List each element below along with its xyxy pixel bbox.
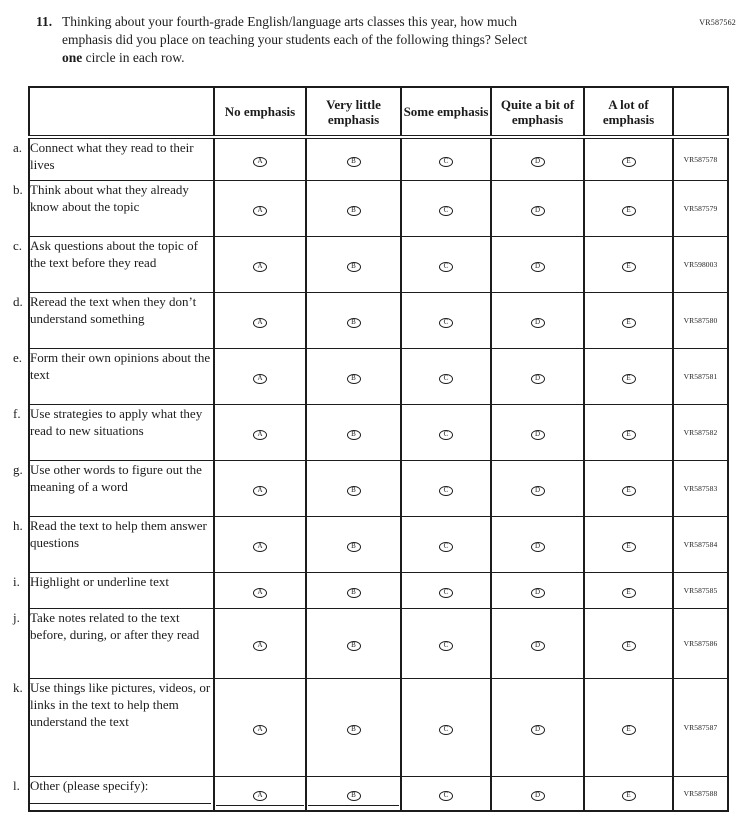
option-bubble-a[interactable]: A [253,374,267,384]
column-header-some-emphasis: Some emphasis [401,87,491,137]
option-bubble-d[interactable]: D [531,206,545,216]
option-cell-no-emphasis [214,180,306,236]
option-bubble-a[interactable]: A [253,641,267,651]
row-label-cell [13,180,214,236]
row-code: VR587585 [673,572,728,608]
table-row [29,572,728,608]
row-label-cell [13,460,214,516]
table-row [29,404,728,460]
option-cell-quite-a-bit-of-emphasis [491,180,584,236]
question-bold-word: one [62,50,83,65]
option-bubble-e[interactable]: E [622,430,636,440]
option-cell-a-lot-of-emphasis [584,404,673,460]
row-letter: l. [13,777,20,793]
option-cell-a-lot-of-emphasis [584,348,673,404]
option-cell-no-emphasis [214,137,306,180]
table-row [29,236,728,292]
option-bubble-e[interactable]: E [622,157,636,167]
write-in-line[interactable] [30,803,211,804]
option-bubble-d[interactable]: D [531,588,545,598]
row-code: VR587588 [673,776,728,811]
option-bubble-d[interactable]: D [531,486,545,496]
table-row [29,516,728,572]
option-bubble-d[interactable]: D [531,641,545,651]
option-bubble-b[interactable]: B [347,430,361,440]
option-cell-quite-a-bit-of-emphasis [491,292,584,348]
option-cell-no-emphasis [214,678,306,776]
option-cell-a-lot-of-emphasis [584,137,673,180]
option-cell-some-emphasis [401,678,491,776]
option-bubble-a[interactable]: A [253,430,267,440]
option-cell-quite-a-bit-of-emphasis [491,608,584,678]
option-bubble-e[interactable]: E [622,588,636,598]
table-row [29,678,728,776]
option-cell-some-emphasis [401,348,491,404]
option-bubble-a[interactable]: A [253,542,267,552]
emphasis-matrix-table [13,86,729,812]
option-bubble-a[interactable]: A [253,318,267,328]
option-bubble-b[interactable]: B [347,542,361,552]
option-cell-very-little-emphasis [306,572,401,608]
option-cell-very-little-emphasis [306,460,401,516]
option-bubble-a[interactable]: A [253,206,267,216]
option-bubble-e[interactable]: E [622,791,636,801]
column-header-quite-a-bit-of-emphasis: Quite a bit of emphasis [491,87,584,137]
row-label: Use things like pictures, videos, or links in the text to help them understand the text [30,679,211,729]
option-cell-quite-a-bit-of-emphasis [491,678,584,776]
option-cell-a-lot-of-emphasis [584,180,673,236]
option-cell-very-little-emphasis [306,137,401,180]
row-label: Use strategies to apply what they read to new situations [30,405,203,438]
table-header [29,87,728,137]
row-code: VR587584 [673,516,728,572]
option-bubble-d[interactable]: D [531,157,545,167]
option-bubble-e[interactable]: E [622,725,636,735]
option-bubble-d[interactable]: D [531,542,545,552]
row-letter: a. [13,140,23,155]
row-letter: b. [13,181,23,197]
row-code: VR587583 [673,460,728,516]
option-cell-a-lot-of-emphasis [584,572,673,608]
option-cell-some-emphasis [401,572,491,608]
table-row [29,292,728,348]
column-header-a-lot-of-emphasis: A lot of emphasis [584,87,673,137]
option-cell-a-lot-of-emphasis [584,460,673,516]
question-block [36,13,684,67]
row-label: Highlight or underline text [30,573,170,589]
option-cell-quite-a-bit-of-emphasis [491,236,584,292]
option-cell-quite-a-bit-of-emphasis [491,776,584,811]
table-row [29,776,728,811]
option-bubble-a[interactable]: A [253,157,267,167]
option-cell-very-little-emphasis [306,678,401,776]
option-cell-very-little-emphasis [306,404,401,460]
option-cell-no-emphasis [214,236,306,292]
option-bubble-a[interactable]: A [253,791,267,801]
question-line-2: emphasis did you place on teaching your students each of the following things? Select [62,32,528,47]
option-bubble-b[interactable]: B [347,641,361,651]
option-cell-some-emphasis [401,776,491,811]
option-bubble-a[interactable]: A [253,588,267,598]
option-bubble-e[interactable]: E [622,318,636,328]
row-letter: g. [13,461,23,477]
row-label-cell [13,137,214,180]
option-cell-no-emphasis [214,348,306,404]
row-label: Other (please specify): [30,777,149,793]
option-bubble-d[interactable]: D [531,791,545,801]
option-cell-quite-a-bit-of-emphasis [491,460,584,516]
option-bubble-c[interactable]: C [439,157,453,167]
row-label: Ask questions about the topic of the text before they read [30,237,198,270]
option-cell-very-little-emphasis [306,776,401,811]
option-bubble-e[interactable]: E [622,641,636,651]
table-body [13,137,728,811]
row-letter: i. [13,573,20,589]
row-code: VR587586 [673,608,728,678]
question-number: 11. [36,14,53,29]
form-code: VR587562 [699,18,736,27]
option-cell-very-little-emphasis [306,236,401,292]
option-cell-a-lot-of-emphasis [584,678,673,776]
row-label-cell [13,776,214,811]
option-cell-some-emphasis [401,292,491,348]
option-cell-a-lot-of-emphasis [584,776,673,811]
row-code: VR587587 [673,678,728,776]
option-bubble-c[interactable]: C [439,318,453,328]
row-label: Think about what they already know about the topic [30,181,189,214]
row-code: VR587579 [673,180,728,236]
option-cell-a-lot-of-emphasis [584,608,673,678]
option-bubble-b[interactable]: B [347,206,361,216]
code-column-header [673,87,728,137]
option-cell-some-emphasis [401,460,491,516]
row-code: VR587580 [673,292,728,348]
option-cell-some-emphasis [401,404,491,460]
option-cell-a-lot-of-emphasis [584,292,673,348]
row-letter: h. [13,517,23,533]
option-bubble-d[interactable]: D [531,262,545,272]
row-label-cell [13,516,214,572]
row-letter: c. [13,237,23,253]
option-cell-no-emphasis [214,292,306,348]
table-row [29,608,728,678]
row-code: VR598003 [673,236,728,292]
option-bubble-d[interactable]: D [531,430,545,440]
row-label-header [29,87,214,137]
option-cell-very-little-emphasis [306,608,401,678]
option-bubble-c[interactable]: C [439,374,453,384]
option-bubble-b[interactable]: B [347,374,361,384]
row-letter: e. [13,349,23,365]
option-cell-no-emphasis [214,516,306,572]
row-label: Take notes related to the text before, during, or after they read [30,609,200,642]
option-bubble-a[interactable]: A [253,725,267,735]
table-row [29,460,728,516]
option-cell-some-emphasis [401,236,491,292]
option-cell-quite-a-bit-of-emphasis [491,348,584,404]
option-bubble-d[interactable]: D [531,374,545,384]
question-text [62,13,684,67]
row-label: Use other words to figure out the meaning of a word [30,461,202,494]
option-bubble-e[interactable]: E [622,374,636,384]
option-bubble-b[interactable]: B [347,725,361,735]
option-bubble-c[interactable]: C [439,791,453,801]
option-cell-very-little-emphasis [306,292,401,348]
option-bubble-e[interactable]: E [622,542,636,552]
column-header-very-little-emphasis: Very little emphasis [306,87,401,137]
option-cell-quite-a-bit-of-emphasis [491,516,584,572]
table-row [29,180,728,236]
option-bubble-c[interactable]: C [439,262,453,272]
table-row [29,348,728,404]
table-row [29,137,728,180]
option-bubble-d[interactable]: D [531,725,545,735]
option-bubble-c[interactable]: C [439,725,453,735]
option-bubble-b[interactable]: B [347,486,361,496]
option-cell-no-emphasis [214,404,306,460]
row-label-cell [13,608,214,678]
option-cell-quite-a-bit-of-emphasis [491,137,584,180]
row-label: Form their own opinions about the text [30,349,211,382]
option-cell-no-emphasis [214,776,306,811]
option-bubble-d[interactable]: D [531,318,545,328]
row-code: VR587582 [673,404,728,460]
option-cell-quite-a-bit-of-emphasis [491,404,584,460]
column-header-no-emphasis: No emphasis [214,87,306,137]
row-code: VR587581 [673,348,728,404]
option-cell-very-little-emphasis [306,348,401,404]
option-cell-quite-a-bit-of-emphasis [491,572,584,608]
option-bubble-b[interactable]: B [347,318,361,328]
option-bubble-a[interactable]: A [253,262,267,272]
question-line-3: circle in each row. [82,50,185,65]
row-letter: k. [13,679,23,695]
option-bubble-c[interactable]: C [439,641,453,651]
option-bubble-e[interactable]: E [622,262,636,272]
option-bubble-b[interactable]: B [347,588,361,598]
option-bubble-b[interactable]: B [347,791,361,801]
option-bubble-c[interactable]: C [439,588,453,598]
row-label-cell [13,348,214,404]
row-label-cell [13,678,214,776]
row-letter: f. [13,405,21,421]
row-label: Connect what they read to their lives [30,140,194,172]
option-cell-a-lot-of-emphasis [584,236,673,292]
option-bubble-b[interactable]: B [347,262,361,272]
option-cell-some-emphasis [401,137,491,180]
row-label-cell [13,404,214,460]
row-label: Reread the text when they don’t understand something [30,293,197,326]
option-bubble-c[interactable]: C [439,206,453,216]
option-cell-very-little-emphasis [306,516,401,572]
option-bubble-a[interactable]: A [253,486,267,496]
option-bubble-c[interactable]: C [439,430,453,440]
option-bubble-e[interactable]: E [622,206,636,216]
row-code: VR587578 [673,137,728,180]
option-cell-some-emphasis [401,180,491,236]
option-cell-some-emphasis [401,516,491,572]
option-cell-no-emphasis [214,460,306,516]
option-bubble-c[interactable]: C [439,486,453,496]
question-line-1: Thinking about your fourth-grade English/language arts classes this year, how much [62,14,517,29]
row-letter: j. [13,609,20,625]
option-bubble-c[interactable]: C [439,542,453,552]
option-bubble-e[interactable]: E [622,486,636,496]
option-cell-a-lot-of-emphasis [584,516,673,572]
option-cell-some-emphasis [401,608,491,678]
row-label-cell [13,236,214,292]
row-letter: d. [13,293,23,309]
option-cell-very-little-emphasis [306,180,401,236]
option-cell-no-emphasis [214,572,306,608]
option-bubble-b[interactable]: B [347,157,361,167]
row-label: Read the text to help them answer questions [30,517,207,550]
row-label-cell [13,572,214,608]
option-cell-no-emphasis [214,608,306,678]
row-label-cell [13,292,214,348]
